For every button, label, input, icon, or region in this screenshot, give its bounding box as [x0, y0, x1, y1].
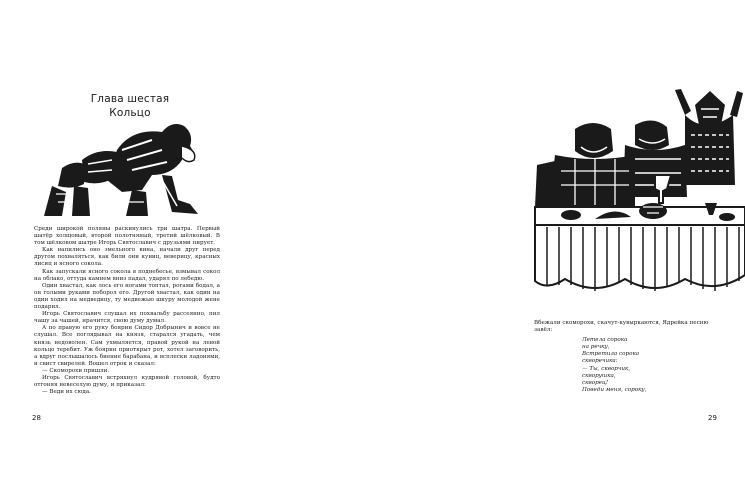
paragraph: Как напились оно змельного вина, начали друг перед другом похваляться, как били они куниц, веверицу, красных лисиц и ясного сокола. — [34, 247, 220, 268]
right-page-text — [534, 320, 722, 394]
paragraph: Вбежали скоморохи, скачут-кувыркаются, Ядрейка песню завёл: — [534, 320, 709, 334]
poem-line: — Ты, скворчик, — [582, 365, 631, 372]
paragraph: — Веди их сюда. — [42, 389, 91, 396]
poem — [582, 337, 722, 394]
right-page — [250, 0, 717, 500]
paragraph: Один хвастал, как лось его ногами топтал, рогами бодал, а он голыми руками поборол его. Другой хвастал, как один на один ходил на медведицу, ту медвежью шкуру молодой жене подарил. — [34, 282, 220, 311]
paragraph: Среди широкой поляны раскинулись три шатра. Первый шатёр холщовый, второй полотняный, третий шёлковый. В том шёлковом шатре Игорь Святославич с друзьями пирует. — [34, 226, 220, 247]
poem-line: Встретила сорока — [582, 351, 640, 358]
paragraph: Игорь Святославич слушал их похвальбу рассеянно, пил чашу за чашей, нрачится, свою думу думал. — [34, 311, 220, 325]
page-number-left: 28 — [32, 414, 41, 422]
paragraph: А по правую его руку боярин Сидор Добрынич и вовсе не слушал. Все поглядывал на князя, старался угадать, чем князь недоволен. Сам ухмыляется, правой рукой на левой кольцо теребит. Уж боярин приоткрыт рот, хотел заговорить, а вдруг послышалось биение барабана, и всплески ладонями, и свист свирелей. Вошел отрок и сказал: — [34, 325, 220, 367]
poem-line: скворец! — [582, 379, 609, 386]
page-number-right: 29 — [708, 414, 717, 422]
paragraph: — Скоморохи пришли. — [42, 367, 110, 374]
poem-line: скворушка, — [582, 372, 616, 379]
poem-line: Поведи меня, сороку, — [582, 386, 647, 393]
poem-line: скворечика: — [582, 358, 618, 365]
feast-illustration — [535, 85, 745, 300]
poem-line: Летела сорока — [582, 337, 628, 344]
paragraph: Как запускали ясного сокола в поднебесье, взмывал сокол на облако, оттуда камнем вниз падал, ударял по лебедю. — [34, 268, 220, 282]
crawling-man-illustration — [22, 120, 220, 220]
left-page-text — [34, 226, 220, 396]
chapter-title-text: Кольцо — [109, 107, 151, 119]
chapter-number: Глава шестая — [90, 93, 170, 105]
left-page — [0, 0, 250, 500]
poem-line: на речку, — [582, 344, 610, 351]
paragraph: Игорь Святославич встряхнул кудрявой головой, будто отгоняя невеселую думу, и приказал: — [34, 374, 220, 389]
chapter-heading — [60, 92, 200, 120]
